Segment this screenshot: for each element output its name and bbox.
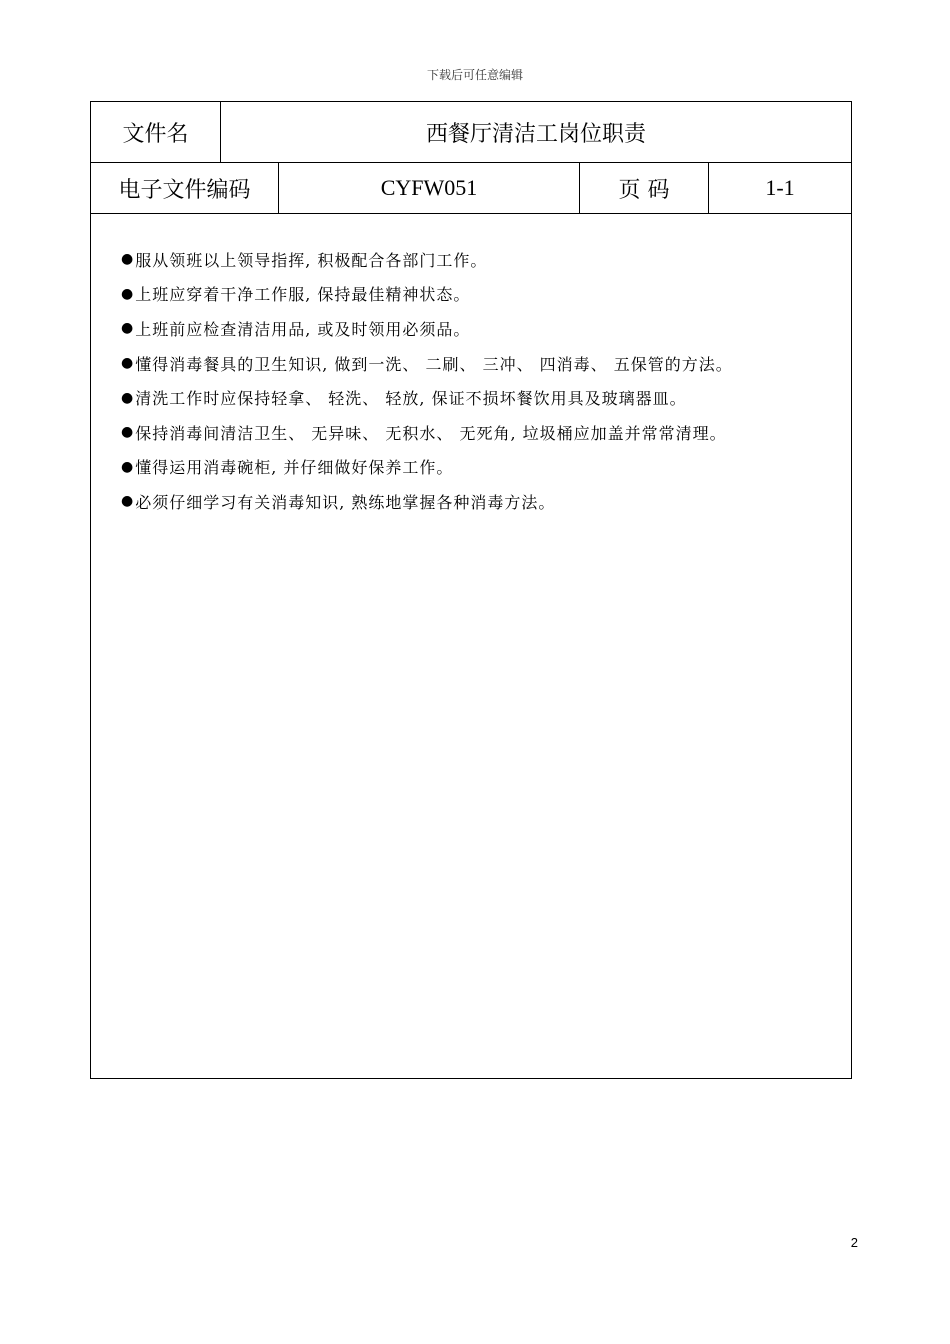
list-item <box>121 484 851 519</box>
bullet-icon: ● <box>121 285 134 302</box>
document-title: 西餐厅清洁工岗位职责 <box>425 121 646 147</box>
title-row <box>91 102 851 163</box>
header-note: 下载后可任意编辑 <box>426 68 523 82</box>
list-item-text: 清洗工作时应保持轻拿、 轻洗、 轻放, 保证不损坏餐饮用具及玻璃器皿。 <box>135 389 687 409</box>
list-item-text: 服从领班以上领导指挥, 积极配合各部门工作。 <box>135 250 488 270</box>
list-item-text: 上班前应检查清洁用品, 或及时领用必须品。 <box>135 319 471 339</box>
file-code-label: 电子文件编码 <box>91 163 279 213</box>
bullet-icon: ● <box>121 320 134 337</box>
bullet-icon: ● <box>121 458 134 475</box>
bullet-icon: ● <box>121 355 134 372</box>
document-table <box>90 101 852 1079</box>
file-code-value: CYFW051 <box>279 163 580 213</box>
list-item-text: 保持消毒间清洁卫生、 无异味、 无积水、 无死角, 垃圾桶应加盖并常常清理。 <box>135 423 727 443</box>
page-number: 2 <box>850 1235 858 1250</box>
page-label: 页 码 <box>580 163 709 213</box>
list-item-text: 懂得消毒餐具的卫生知识, 做到一洗、 二刷、 三冲、 四消毒、 五保管的方法。 <box>135 354 733 374</box>
list-item <box>121 380 851 415</box>
list-item <box>121 311 851 346</box>
bullet-icon: ● <box>121 389 134 406</box>
filename-label: 文件名 <box>91 102 221 162</box>
bullet-icon: ● <box>121 493 134 510</box>
list-item-text: 上班应穿着干净工作服, 保持最佳精神状态。 <box>135 285 471 305</box>
page-value: 1-1 <box>765 175 795 200</box>
bullet-icon: ● <box>121 251 134 268</box>
list-item <box>121 277 851 312</box>
list-item-text: 必须仔细学习有关消毒知识, 熟练地掌握各种消毒方法。 <box>135 492 556 512</box>
duties-list <box>91 214 851 519</box>
meta-row <box>91 163 851 214</box>
list-item <box>121 242 851 277</box>
list-item <box>121 346 851 381</box>
list-item-text: 懂得运用消毒碗柜, 并仔细做好保养工作。 <box>135 458 454 478</box>
list-item <box>121 450 851 485</box>
bullet-icon: ● <box>121 424 134 441</box>
list-item <box>121 415 851 450</box>
